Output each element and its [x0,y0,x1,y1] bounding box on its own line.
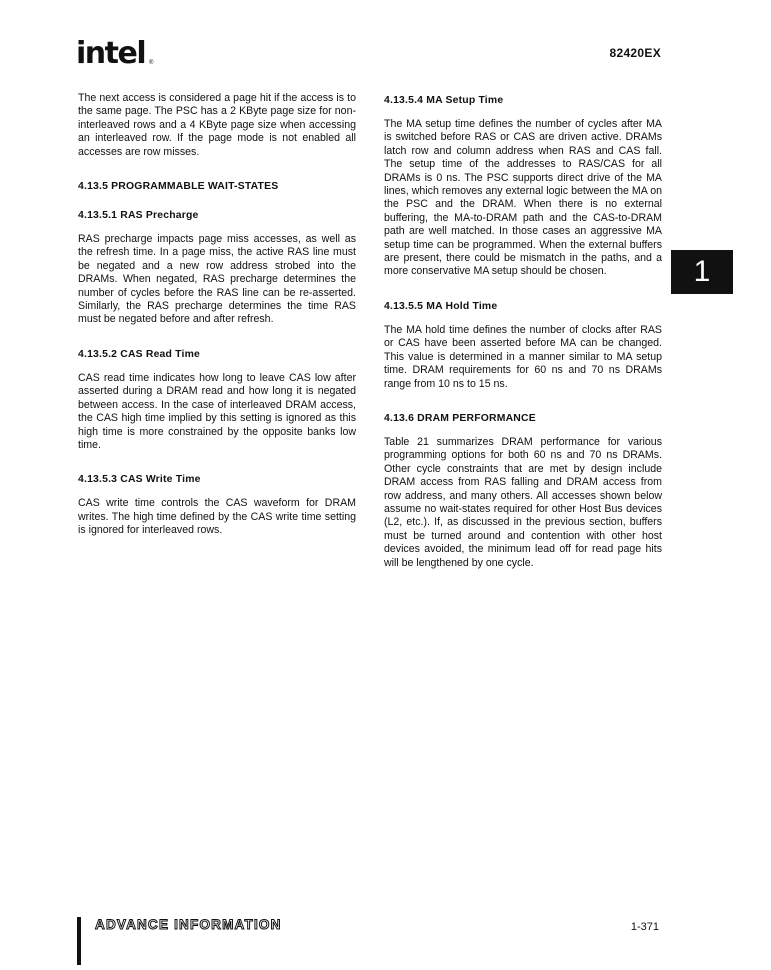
cas-write-paragraph: CAS write time controls the CAS waveform for DRAM writes. The high time defined by the CAS write time setting is ignored for interleaved rows. [78,497,356,537]
right-column [384,95,662,592]
heading-cas-write: 4.13.5.3 CAS Write Time [78,474,201,486]
intro-paragraph: The next access is considered a page hit if the access is to the same page. The PSC has a 2 KByte page size for non-interleaved rows and a 4 KByte page size when accessing an interleaved row. If the page mode is not enabled all accesses are row misses. [78,92,356,158]
ras-precharge-paragraph: RAS precharge impacts page miss accesses, as well as the refresh time. In a page miss, the active RAS line must be negated and a new row address strobed into the DRAMs. When negated, RAS precharge determines the number of cycles before the RAS line can be re-asserted. Similarly, the RAS precharge determines the time RAS must be negated before and after refresh. [78,233,356,326]
cas-read-paragraph: CAS read time indicates how long to leave CAS low after asserted during a DRAM read and how long it is negated between access. In the case of interleaved DRAM access, the CAS high time implied by this setting is ignored as this high time is more constrained by the opposite banks low time. [78,371,356,451]
document-id: 82420EX [609,46,661,60]
heading-ras-precharge: 4.13.5.1 RAS Precharge [78,210,199,222]
heading-dram-performance: 4.13.6 DRAM PERFORMANCE [384,412,536,424]
registered-mark: ® [149,60,154,66]
dram-performance-paragraph: Table 21 summarizes DRAM performance for various programming options for both 60 ns and 70 ns DRAMs. Other cycle constraints that are met by design include DRAM access from RAS falling and DRAM access from row address, and many others. All accesses shown below assume no wait-states required for other Host Bus devices (L2, etc.). If, as discussed in the previous section, buffers must be turned around and contention with other host devices avoided, the minimum lead off for read page hits will be lengthened by one cycle. [384,435,662,569]
heading-ma-setup: 4.13.5.4 MA Setup Time [384,95,504,106]
intel-logo [76,36,145,71]
section-tab: 1 [671,250,733,294]
advance-information-label: ADVANCE INFORMATION [95,917,282,932]
ma-setup-paragraph: The MA setup time defines the number of cycles after MA is switched before RAS or CAS are driven active. DRAMs latch row and column address when RAS and CAS fall. The setup time of the addresses to RAS/CAS for all DRAMs is 0 ns. The PSC supports direct drive of the MA lines, which removes any external logic between the MA on the PSC and the DRAM. When there is no external buffering, the MA-to-DRAM path and the CAS-to-DRAM path are well matched. In those cases an aggressive MA setup time can be programmed. When the external buffers are present, there could be mismatch in the paths, and a more conservative MA setup should be chosen. [384,118,662,278]
left-column [78,92,356,560]
page-number: 1-371 [630,921,659,933]
heading-cas-read: 4.13.5.2 CAS Read Time [78,348,201,360]
logo-text: intel [76,36,146,71]
footer-rule [77,917,81,965]
heading-ma-hold: 4.13.5.5 MA Hold Time [384,300,498,312]
ma-hold-paragraph: The MA hold time defines the number of clocks after RAS or CAS have been asserted before MA can be changed. This value is determined in a manner similar to MA setup time. DRAM requirements for 60 ns and 70 ns DRAMs range from 10 ns to 15 ns. [384,323,662,390]
heading-wait-states: 4.13.5 PROGRAMMABLE WAIT-STATES [78,181,279,193]
